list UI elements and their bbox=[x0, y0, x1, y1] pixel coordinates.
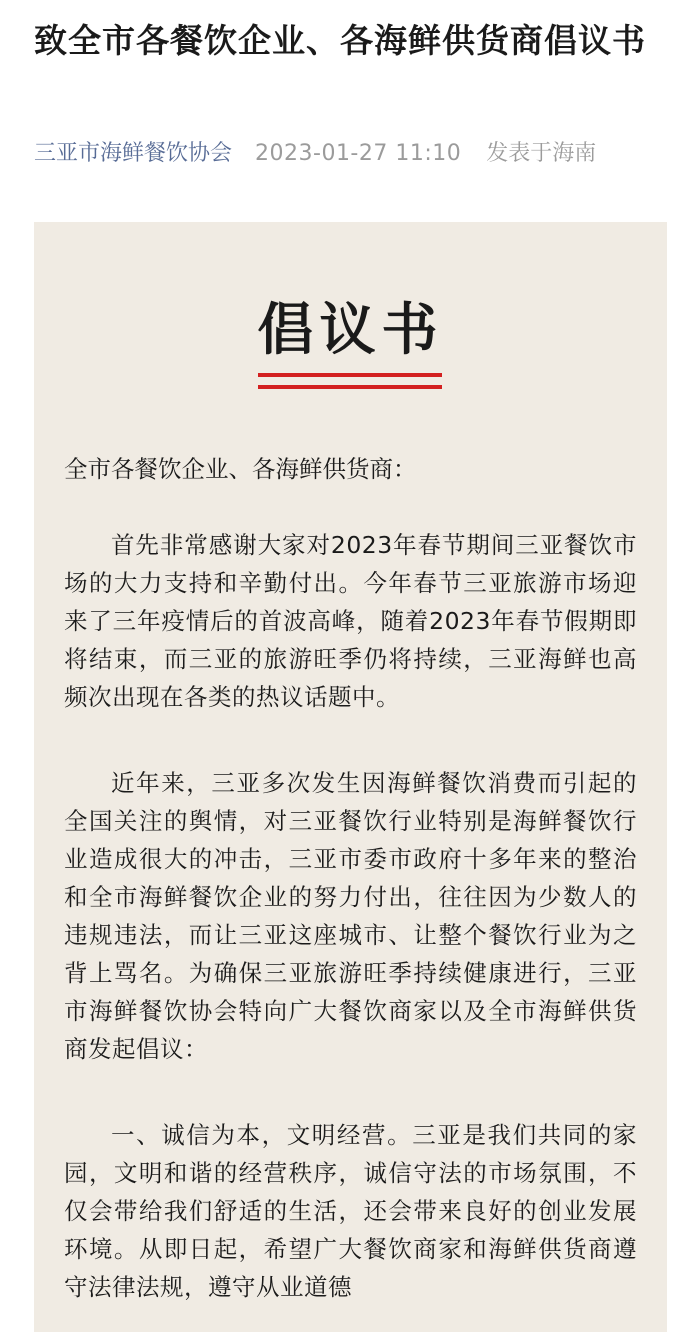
paragraph-1: 首先非常感谢大家对2023年春节期间三亚餐饮市场的大力支持和辛勤付出。今年春节三亚旅游市场迎来了三年疫情后的首波高峰，随着2023年春节假期即将结束，而三亚的旅游旺季仍将持续，三亚海鲜也高频次出现在各类的热议话题中。 bbox=[64, 531, 637, 711]
document-image bbox=[34, 222, 667, 1332]
paragraph-2: 近年来，三亚多次发生因海鲜餐饮消费而引起的全国关注的舆情，对三亚餐饮行业特别是海鲜餐饮行业造成很大的冲击，三亚市委市政府十多年来的整治和全市海鲜餐饮企业的努力付出，往往因为少数人的违规违法，而让三亚这座城市、让整个餐饮行业为之背上骂名。为确保三亚旅游旺季持续健康进行，三亚市海鲜餐饮协会特向广大餐饮商家以及全市海鲜供货商发起倡议： bbox=[64, 769, 637, 1063]
article-meta bbox=[34, 136, 596, 172]
heading-red-rule-top bbox=[258, 373, 442, 377]
article-title: 致全市各餐饮企业、各海鲜供货商倡议书 bbox=[34, 21, 646, 60]
publish-time: 2023-01-27 11:10 bbox=[255, 141, 462, 166]
heading-red-rule-bottom bbox=[258, 385, 442, 389]
author-link[interactable]: 三亚市海鲜餐饮协会 bbox=[34, 141, 233, 166]
publish-location: 发表于海南 bbox=[486, 141, 597, 166]
document-body bbox=[64, 450, 637, 1332]
document-heading: 倡议书 bbox=[257, 298, 444, 363]
paragraph-3: 一、诚信为本，文明经营。三亚是我们共同的家园，文明和谐的经营秩序，诚信守法的市场氛围，不仅会带给我们舒适的生活，还会带来良好的创业发展环境。从即日起，希望广大餐饮商家和海鲜供货商遵守法律法规，遵守从业道德 bbox=[64, 1121, 637, 1301]
salutation: 全市各餐饮企业、各海鲜供货商： bbox=[64, 455, 417, 483]
